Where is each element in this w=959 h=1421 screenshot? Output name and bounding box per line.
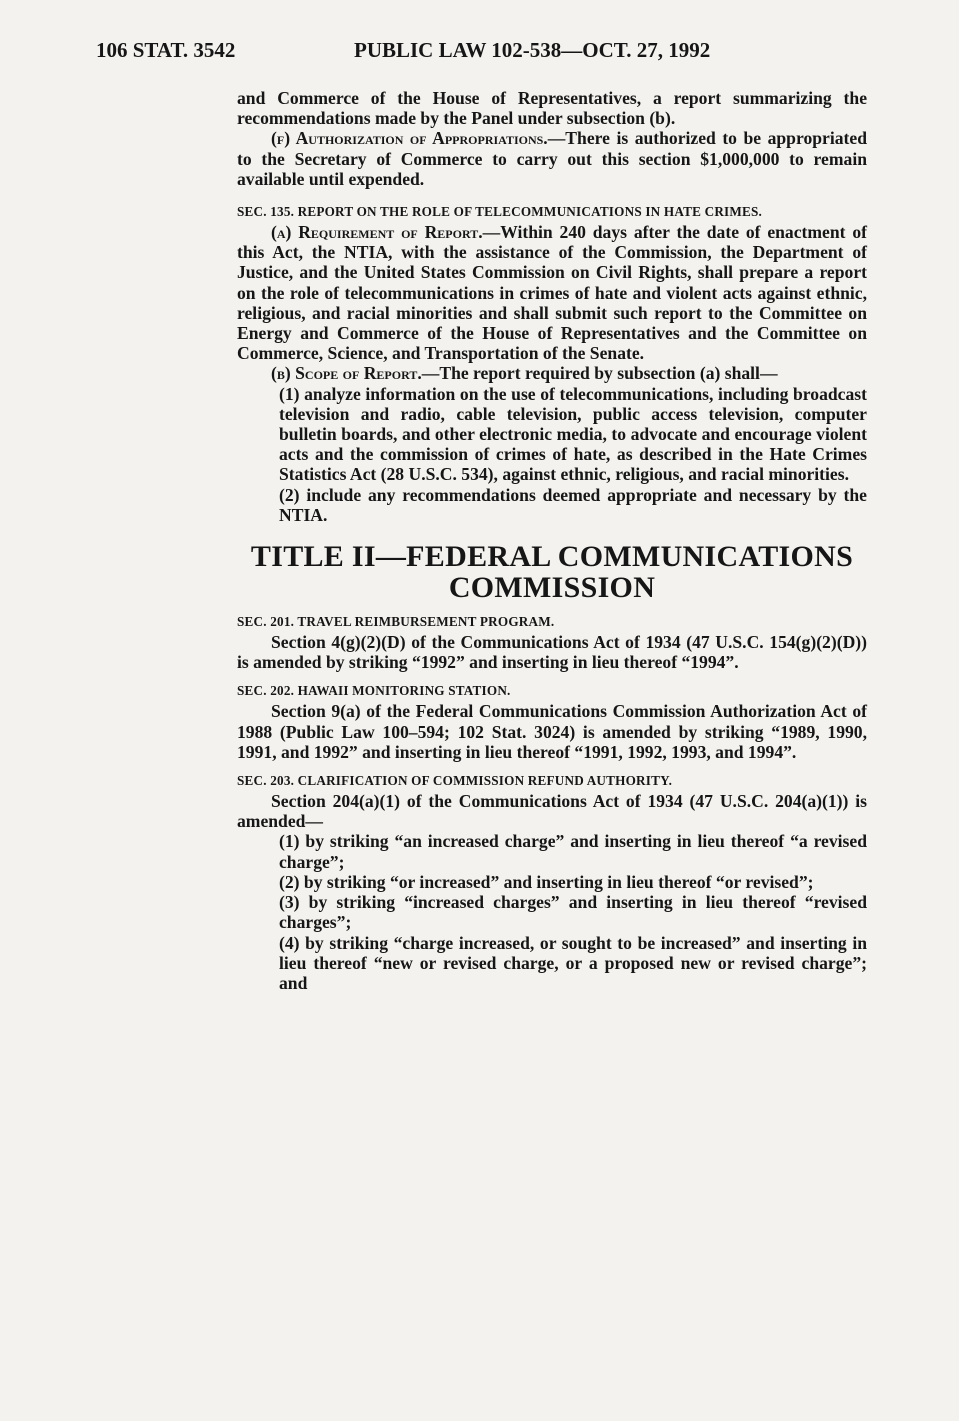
subsection-a-heading: (a) Requirement of Report. <box>271 222 483 243</box>
section-201-text: Section 4(g)(2)(D) of the Communications Act of 1934 (47 U.S.C. 154(g)(2)(D)) is amended by striking “1992” and inserting in lieu thereof “1994”. <box>237 632 867 673</box>
statute-page-number: 106 STAT. 3542 <box>96 38 236 62</box>
subsection-b-heading: (b) Scope of Report. <box>271 363 422 384</box>
section-203-para-2: (2) by striking “or increased” and inserting in lieu thereof “or revised”; <box>279 871 814 892</box>
paragraph-b1: (1) analyze information on the use of telecommunications, including broadcast television and radio, cable television, public access television, computer bulletin boards, and other electronic media, to advocate and encourage violent acts and the commission of crimes of hate, as described in the Hate Crimes Statistics Act (28 U.S.C. 534), against ethnic, religious, and racial minorities. <box>279 383 867 485</box>
page-header <box>96 38 876 68</box>
public-law-citation: PUBLIC LAW 102-538—OCT. 27, 1992 <box>354 38 711 62</box>
document-body <box>237 88 867 993</box>
title-heading <box>237 541 867 603</box>
subsection-b-text: —The report required by subsection (a) shall— <box>421 363 778 384</box>
section-203-para-4: (4) by striking “charge increased, or sought to be increased” and inserting in lieu thereof “new or revised charge, or a proposed new or revised charge”; and <box>279 932 867 993</box>
section-135-heading: SEC. 135. REPORT ON THE ROLE OF TELECOMMUNICATIONS IN HATE CRIMES. <box>237 204 763 220</box>
subsection-f <box>237 128 867 189</box>
section-202-text: Section 9(a) of the Federal Communications Commission Authorization Act of 1988 (Public Law 100–594; 102 Stat. 3024) is amended by striking “1989, 1990, 1991, and 1992” and inserting in lieu thereof “1991, 1992, 1993, and 1994”. <box>237 701 867 762</box>
subsection-f-heading: (f) Authorization of Appropriations. <box>271 128 548 149</box>
subsection-a-text: —Within 240 days after the date of enactment of this Act, the NTIA, with the assistance of the Commission, the Department of Justice, and the United States Commission on Civil Rights, shall prepare a report on the role of telecommunications in crimes of hate and violent acts against ethnic, religious, and racial minorities and shall submit such report to the Committee on Energy and Commerce of the House of Representatives and the Committee on Commerce, Science, and Transportation of the Senate. <box>237 222 867 364</box>
section-203-para-1: (1) by striking “an increased charge” and inserting in lieu thereof “a revised charge”; <box>279 831 867 872</box>
continued-paragraph: and Commerce of the House of Representatives, a report summarizing the recommendations made by the Panel under subsection (b). <box>237 88 867 129</box>
section-202-heading: SEC. 202. HAWAII MONITORING STATION. <box>237 683 511 699</box>
paragraph-b2: (2) include any recommendations deemed appropriate and necessary by the NTIA. <box>279 484 867 525</box>
subsection-b <box>237 363 867 383</box>
section-203-text: Section 204(a)(1) of the Communications Act of 1934 (47 U.S.C. 204(a)(1)) is amended— <box>237 791 867 832</box>
subsection-f-text: —There is authorized to be appropriated to the Secretary of Commerce to carry out this section $1,000,000 to remain available until expended. <box>237 128 867 189</box>
section-203-para-3: (3) by striking “increased charges” and inserting in lieu thereof “revised charges”; <box>279 892 867 933</box>
section-201-heading: SEC. 201. TRAVEL REIMBURSEMENT PROGRAM. <box>237 614 555 630</box>
subsection-a <box>237 222 867 363</box>
section-203-heading: SEC. 203. CLARIFICATION OF COMMISSION REFUND AUTHORITY. <box>237 773 673 789</box>
title-line-2: COMMISSION <box>448 571 656 605</box>
title-line-1: TITLE II—FEDERAL COMMUNICATIONS <box>250 540 854 574</box>
